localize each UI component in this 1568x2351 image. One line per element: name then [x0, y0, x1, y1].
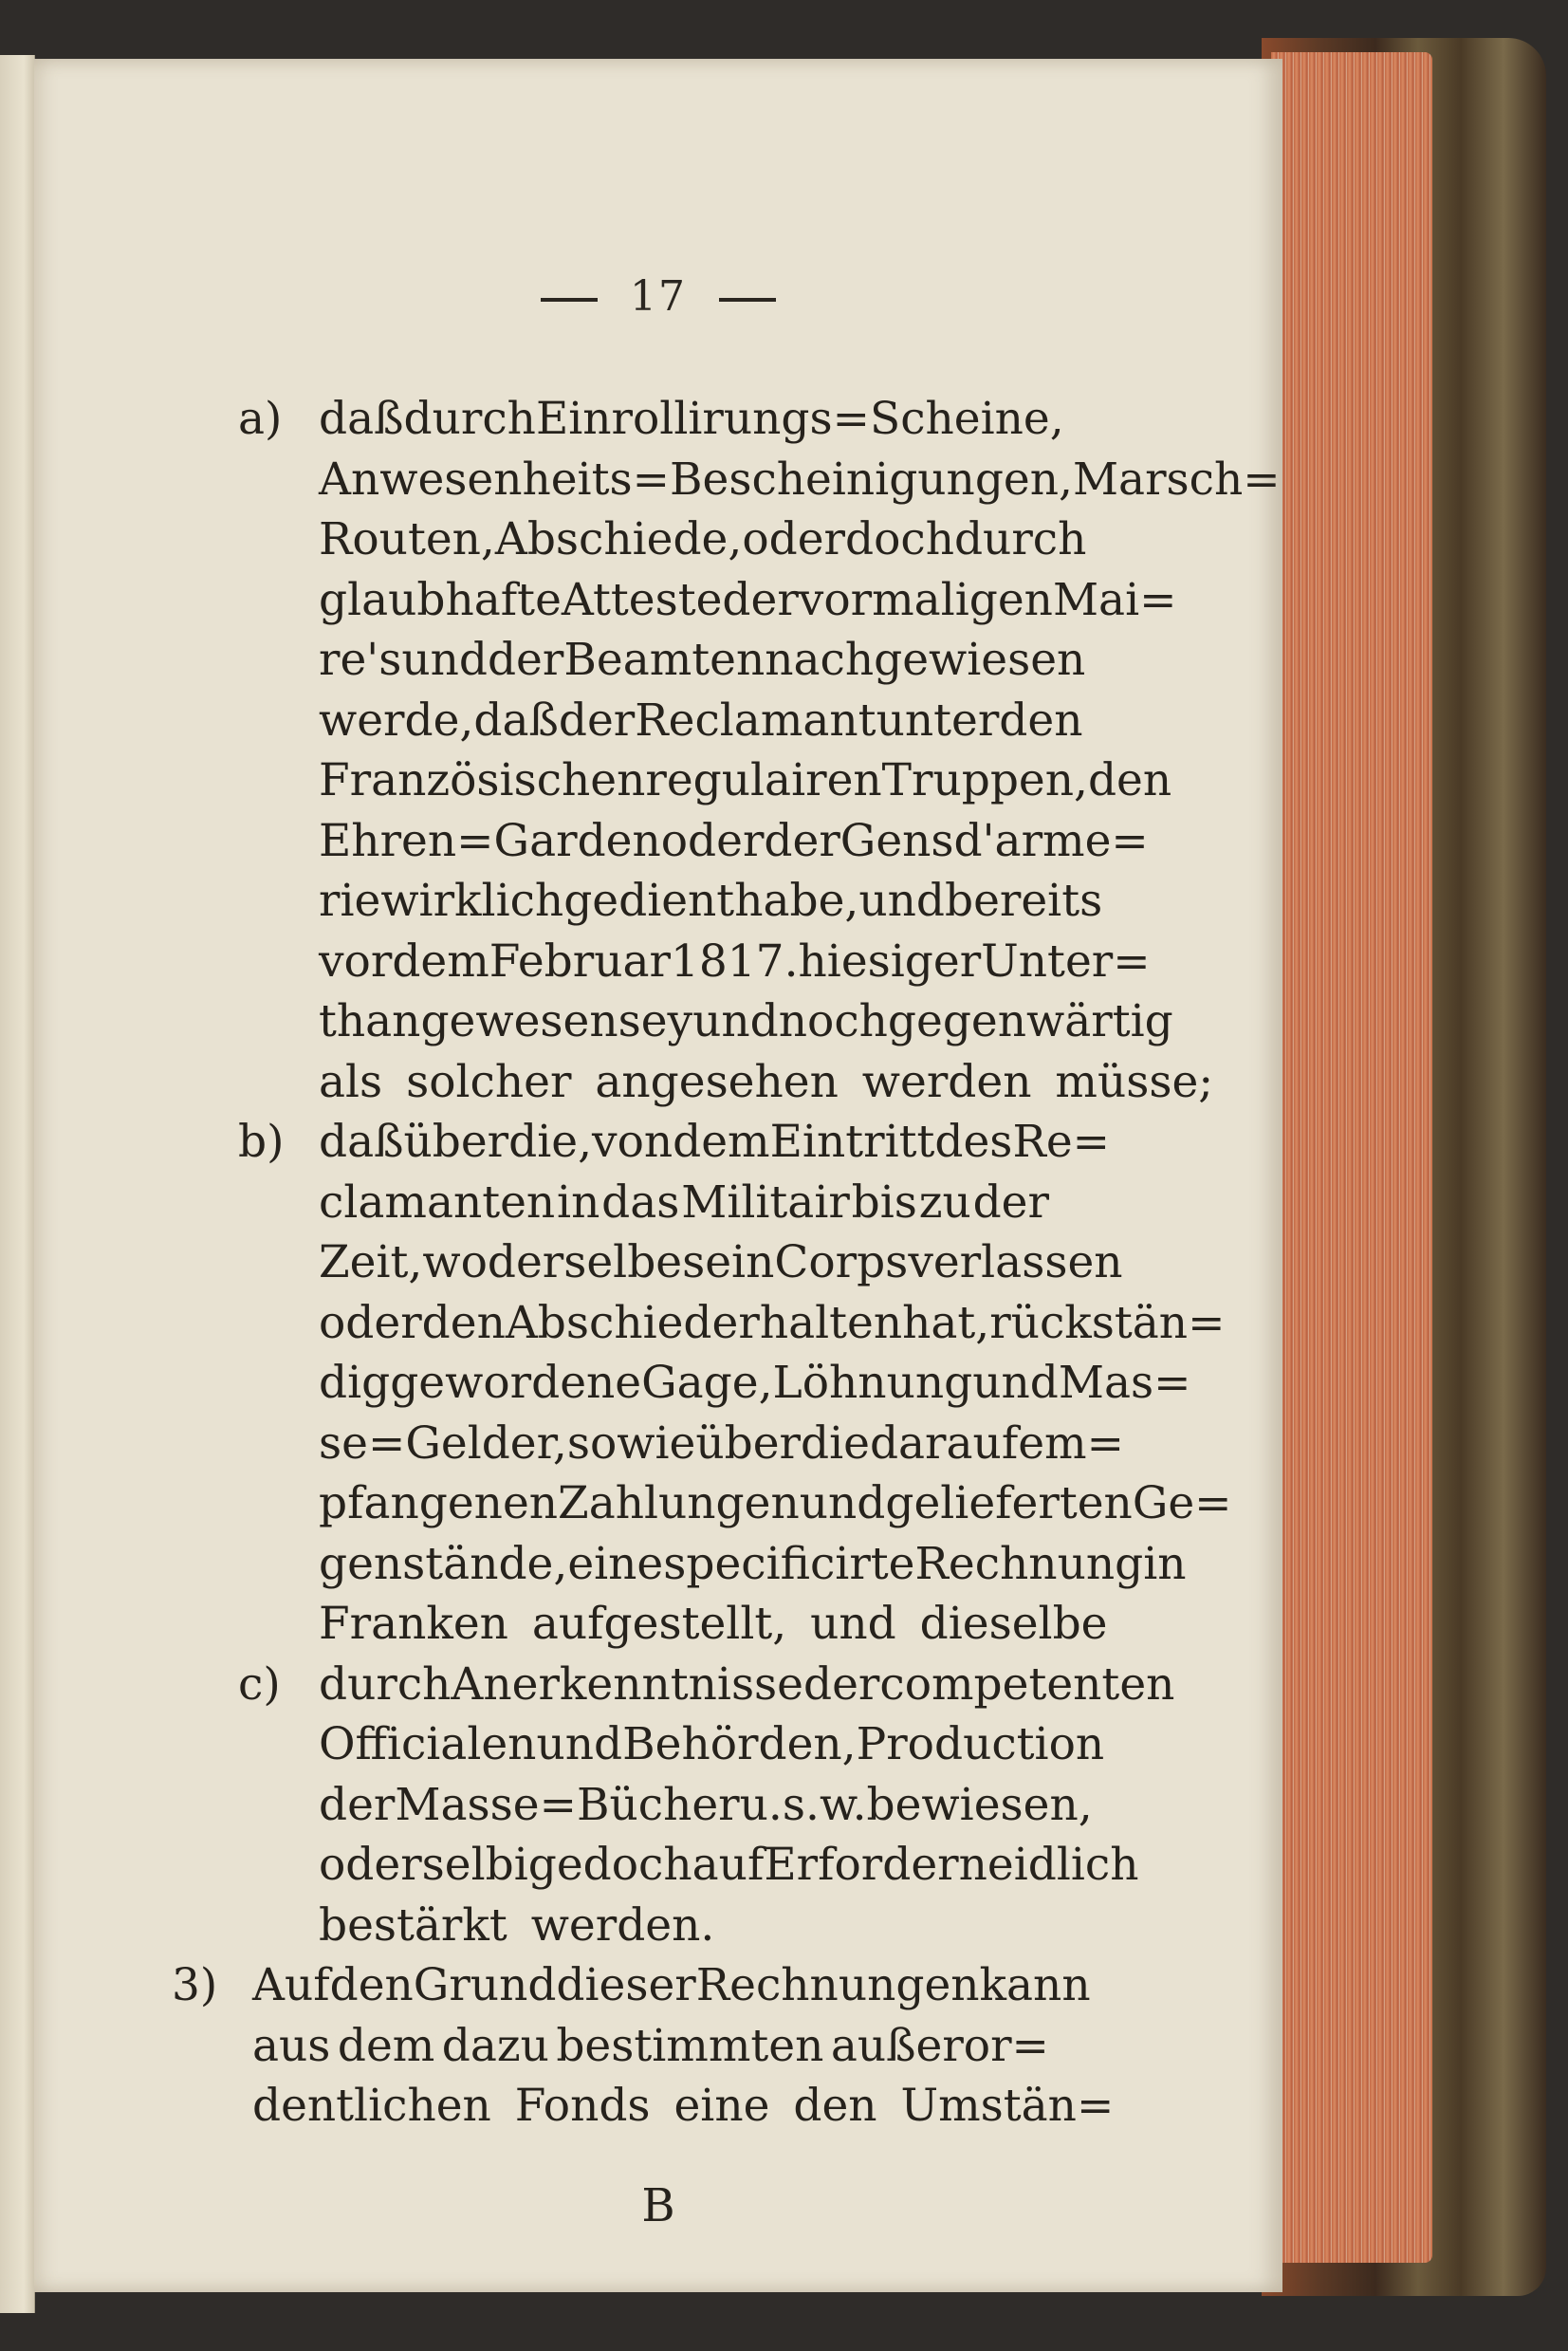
- word: eidlich: [987, 1839, 1139, 1891]
- word: aus: [252, 2019, 331, 2072]
- word: Französischen: [319, 754, 646, 806]
- text-line: [319, 572, 1177, 629]
- word: Militair: [681, 1176, 850, 1229]
- word: über: [403, 1116, 509, 1168]
- word: auf: [692, 1839, 765, 1891]
- word: bestimmten: [556, 2019, 824, 2072]
- word: der: [972, 1176, 1049, 1229]
- word: und: [536, 1718, 623, 1770]
- word: dieser: [556, 1959, 696, 2011]
- word: gelieferten: [885, 1477, 1133, 1529]
- text-line: [319, 934, 1151, 990]
- word: Garden: [493, 814, 661, 867]
- text-line: [319, 1536, 1187, 1593]
- word: rie: [319, 875, 381, 927]
- word: Beamten: [563, 634, 766, 686]
- word: sey: [618, 995, 693, 1047]
- header-dash-right: [719, 298, 776, 302]
- word: wie: [617, 1416, 696, 1470]
- word: oder: [660, 814, 765, 867]
- word: Rechnungen: [695, 1959, 980, 2011]
- book-page: [34, 59, 1282, 2292]
- text-line: Franken aufgestellt, und dieselbe: [319, 1598, 1108, 1650]
- word: re's: [319, 634, 402, 686]
- word: competenten: [879, 1657, 1175, 1711]
- word: Bücher: [576, 1778, 740, 1831]
- text-line: [319, 1777, 1093, 1834]
- word: =: [456, 814, 494, 867]
- word: oder: [319, 1839, 422, 1891]
- word: durch: [403, 393, 536, 445]
- text-line: [319, 1114, 1111, 1171]
- word: Grund: [413, 1959, 557, 2011]
- word: doch: [844, 513, 954, 565]
- word: und: [401, 634, 488, 686]
- word: der: [803, 1657, 880, 1711]
- word: em=: [1018, 1416, 1124, 1470]
- word: zu: [918, 1176, 971, 1229]
- text-line: [252, 1957, 1091, 2014]
- word: gewordene: [390, 1357, 642, 1409]
- text-line: [319, 693, 1083, 750]
- word: der: [319, 1778, 396, 1831]
- word: Reclamant: [635, 694, 876, 747]
- word: dazu: [441, 2019, 549, 2072]
- word: dem: [337, 2019, 435, 2072]
- word: Rechnung: [914, 1537, 1144, 1590]
- word: den: [329, 1959, 414, 2011]
- word: Abschiede,: [494, 513, 743, 565]
- text-line: als solcher angesehen werden müsse;: [319, 1055, 1214, 1108]
- word: vormaligen: [798, 573, 1053, 626]
- word: den: [999, 694, 1083, 747]
- text-line: [319, 511, 1087, 568]
- word: eine: [567, 1537, 664, 1590]
- word: =: [632, 453, 670, 506]
- word: Bescheinigungen,: [669, 453, 1073, 506]
- word: Routen,: [319, 513, 495, 565]
- text-line: [319, 1175, 1049, 1231]
- word: Löhnung: [772, 1357, 973, 1409]
- word: oder: [742, 513, 845, 565]
- word: in: [1143, 1537, 1187, 1590]
- word: noch: [778, 995, 888, 1047]
- word: Auf: [252, 1959, 330, 2011]
- item-c-label: c): [238, 1657, 281, 1711]
- word: Truppen,: [881, 754, 1088, 806]
- text-line: [319, 1837, 1139, 1894]
- word: clamanten: [319, 1176, 556, 1229]
- word: doch: [582, 1839, 692, 1891]
- word: Anerkenntnisse: [451, 1657, 803, 1711]
- page-number: 17: [630, 272, 687, 321]
- text-line: [319, 993, 1173, 1050]
- word: der: [558, 694, 636, 747]
- left-page-edge: [0, 55, 35, 2313]
- item-3-label: 3): [172, 1959, 218, 2011]
- word: regulairen: [645, 754, 882, 806]
- text-line: [319, 752, 1172, 809]
- word: des: [934, 1116, 1013, 1168]
- word: daß: [319, 393, 404, 445]
- word: Einrollirungs: [535, 393, 833, 445]
- word: der: [487, 634, 564, 686]
- word: habe,: [734, 875, 859, 927]
- text-line: [319, 391, 1064, 448]
- word: derselbe: [487, 1236, 683, 1288]
- word: und: [972, 1357, 1059, 1409]
- word: Unter=: [981, 935, 1151, 988]
- text-line: bestärkt werden.: [319, 1898, 715, 1952]
- item-a-label: a): [238, 393, 283, 445]
- word: gegenwärtig: [887, 995, 1173, 1047]
- word: Mai=: [1052, 573, 1177, 626]
- word: und: [692, 995, 779, 1047]
- word: Marsch=: [1072, 453, 1281, 506]
- word: bis: [851, 1176, 917, 1229]
- item-b-label: b): [238, 1116, 285, 1168]
- word: hiesiger: [798, 935, 982, 988]
- word: wirklich: [380, 875, 564, 927]
- word: s.: [782, 1778, 820, 1831]
- word: se: [319, 1416, 368, 1470]
- text-line: [319, 452, 1281, 509]
- word: Corps: [774, 1236, 909, 1288]
- word: glaubhafte: [319, 573, 562, 626]
- word: gewesen: [420, 995, 618, 1047]
- word: dem: [673, 1116, 770, 1168]
- word: Scheine,: [870, 393, 1064, 445]
- word: werde,: [319, 694, 474, 747]
- word: so: [566, 1416, 618, 1470]
- text-line: dentlichen Fonds eine den Umstän=: [252, 2080, 1115, 2132]
- word: verlassen: [908, 1236, 1123, 1288]
- word: Masse: [395, 1778, 540, 1831]
- text-line: [319, 1234, 1123, 1291]
- word: Re=: [1012, 1116, 1111, 1168]
- text-line: [319, 1295, 1226, 1352]
- word: genstände,: [319, 1537, 568, 1590]
- word: pfangenen: [319, 1477, 559, 1529]
- word: wo: [422, 1236, 488, 1288]
- text-line: [319, 1657, 1175, 1713]
- word: nachgewiesen: [765, 634, 1086, 686]
- text-line: [319, 873, 1103, 930]
- signature-mark: B: [641, 2179, 675, 2232]
- word: sein: [682, 1236, 775, 1288]
- word: hat,: [902, 1296, 990, 1349]
- word: =: [832, 393, 871, 445]
- word: darauf: [869, 1416, 1019, 1470]
- word: der: [722, 573, 799, 626]
- word: rückstän=: [989, 1296, 1226, 1349]
- word: erhalten: [711, 1296, 903, 1349]
- word: Gelder,: [405, 1416, 567, 1470]
- word: den: [1087, 754, 1172, 806]
- text-line: [319, 1716, 1105, 1773]
- word: =: [539, 1778, 577, 1831]
- word: Production: [856, 1718, 1105, 1770]
- word: das: [601, 1176, 680, 1229]
- word: unter: [876, 694, 1000, 747]
- text-line: [319, 1355, 1191, 1412]
- word: Anwesenheits: [319, 453, 633, 506]
- word: 1817.: [670, 935, 799, 988]
- word: Eintritt: [769, 1116, 935, 1168]
- word: durch: [953, 513, 1087, 565]
- word: Erfordern: [764, 1839, 987, 1891]
- text-line: [319, 1416, 1124, 1472]
- page-stack-edge: [1271, 52, 1432, 2263]
- word: =: [367, 1416, 406, 1470]
- page-header: [34, 272, 1282, 321]
- word: Ge=: [1132, 1477, 1232, 1529]
- word: und: [799, 1477, 886, 1529]
- word: Zahlungen: [558, 1477, 800, 1529]
- word: w.: [819, 1778, 867, 1831]
- word: specificirte: [663, 1537, 915, 1590]
- word: daß: [473, 694, 559, 747]
- text-line: [319, 1475, 1232, 1532]
- word: Mas=: [1058, 1357, 1191, 1409]
- text-line: [319, 813, 1149, 870]
- word: die,: [508, 1116, 593, 1168]
- word: der: [764, 814, 840, 867]
- word: durch: [319, 1657, 452, 1711]
- word: von: [592, 1116, 673, 1168]
- word: than: [319, 995, 421, 1047]
- word: und: [858, 875, 945, 927]
- word: in: [557, 1176, 600, 1229]
- word: daß: [319, 1116, 404, 1168]
- word: Abschied: [505, 1296, 712, 1349]
- word: Zeit,: [319, 1236, 423, 1288]
- word: kann: [979, 1959, 1091, 2011]
- word: über: [695, 1416, 802, 1470]
- word: Officialen: [319, 1718, 537, 1770]
- word: Gage,: [641, 1357, 773, 1409]
- word: oder: [319, 1296, 422, 1349]
- word: außeror=: [830, 2019, 1049, 2072]
- header-dash-left: [541, 298, 598, 302]
- word: bewiesen,: [866, 1778, 1093, 1831]
- word: Ehren: [319, 814, 457, 867]
- word: gedient: [563, 875, 735, 927]
- text-line: [252, 2018, 1049, 2075]
- word: selbige: [421, 1839, 583, 1891]
- word: Behörden,: [622, 1718, 857, 1770]
- word: dem: [392, 935, 489, 988]
- text-line: [319, 632, 1086, 689]
- word: dig: [319, 1357, 391, 1409]
- word: u.: [739, 1778, 783, 1831]
- word: Atteste: [561, 573, 723, 626]
- word: vor: [319, 935, 393, 988]
- word: Gensd'arme=: [839, 814, 1149, 867]
- word: bereits: [944, 875, 1103, 927]
- word: die: [801, 1416, 870, 1470]
- word: den: [421, 1296, 506, 1349]
- word: Februar: [489, 935, 671, 988]
